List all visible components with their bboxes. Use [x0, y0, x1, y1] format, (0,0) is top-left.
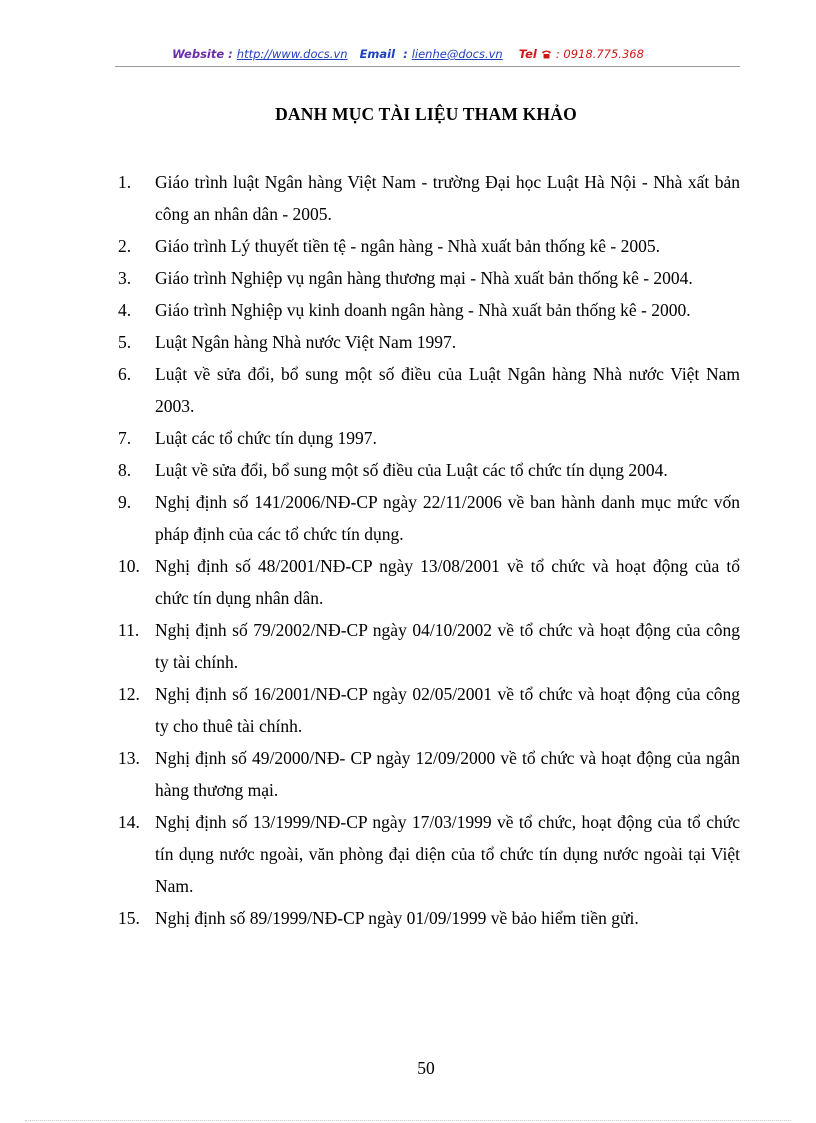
reference-text: Nghị định số 49/2000/NĐ- CP ngày 12/09/2000 về tổ chức và hoạt động của ngân hàng thương mại.: [155, 748, 740, 800]
reference-item: [118, 902, 740, 934]
reference-number: 3.: [118, 268, 132, 288]
reference-item: [118, 166, 740, 230]
page-bottom-border: [25, 1120, 791, 1121]
reference-text: Nghị định số 89/1999/NĐ-CP ngày 01/09/1999 về bảo hiểm tiền gửi.: [155, 908, 639, 928]
reference-number: 6.: [118, 364, 132, 384]
reference-text: Luật về sửa đổi, bổ sung một số điều của Luật Ngân hàng Nhà nước Việt Nam 2003.: [155, 364, 740, 416]
telephone-icon: [541, 47, 556, 61]
reference-number: 5.: [118, 332, 132, 352]
email-separator: :: [403, 47, 408, 61]
tel-value: : 0918.775.368: [555, 47, 644, 61]
reference-text: Giáo trình Lý thuyết tiền tệ - ngân hàng - Nhà xuất bản thống kê - 2005.: [155, 236, 660, 256]
reference-item: [118, 230, 740, 262]
reference-text: Nghị định số 48/2001/NĐ-CP ngày 13/08/2001 về tổ chức và hoạt động của tổ chức tín dụng nhân dân.: [155, 556, 740, 608]
reference-item: [118, 742, 740, 806]
email-label: Email: [359, 47, 396, 61]
page-title: DANH MỤC TÀI LIỆU THAM KHẢO: [275, 104, 577, 124]
reference-item: [118, 614, 740, 678]
reference-item: [118, 262, 740, 294]
reference-text: Giáo trình luật Ngân hàng Việt Nam - trường Đại học Luật Hà Nội - Nhà xất bản công an nhân dân - 2005.: [155, 172, 740, 224]
reference-item: [118, 358, 740, 422]
page-header: [0, 47, 816, 61]
website-label: Website :: [172, 47, 233, 61]
reference-item: [118, 550, 740, 614]
reference-number: 10.: [118, 556, 140, 576]
reference-number: 9.: [118, 492, 132, 512]
reference-number: 2.: [118, 236, 132, 256]
reference-text: Luật các tổ chức tín dụng 1997.: [155, 428, 377, 448]
tel-label: Tel: [518, 47, 537, 61]
reference-text: Luật Ngân hàng Nhà nước Việt Nam 1997.: [155, 332, 457, 352]
reference-number: 8.: [118, 460, 132, 480]
email-link[interactable]: lienhe@docs.vn: [411, 47, 503, 61]
reference-text: Nghị định số 141/2006/NĐ-CP ngày 22/11/2006 về ban hành danh mục mức vốn pháp định của các tổ chức tín dụng.: [155, 492, 740, 544]
website-link[interactable]: http://www.docs.vn: [236, 47, 348, 61]
reference-item: [118, 454, 740, 486]
reference-item: [118, 422, 740, 454]
reference-number: 13.: [118, 748, 140, 768]
reference-item: [118, 486, 740, 550]
reference-number: 12.: [118, 684, 140, 704]
reference-list: [118, 166, 740, 934]
reference-number: 15.: [118, 908, 140, 928]
reference-text: Giáo trình Nghiệp vụ kinh doanh ngân hàng - Nhà xuất bản thống kê - 2000.: [155, 300, 691, 320]
reference-item: [118, 294, 740, 326]
header-divider: [115, 66, 740, 67]
reference-item: [118, 678, 740, 742]
reference-text: Nghị định số 13/1999/NĐ-CP ngày 17/03/1999 về tổ chức, hoạt động của tổ chức tín dụng nước ngoài, văn phòng đại diện của tổ chức tín dụng nước ngoài tại Việt Nam.: [155, 812, 740, 896]
page-number: 50: [417, 1058, 435, 1078]
reference-number: 11.: [118, 620, 140, 640]
reference-number: 1.: [118, 172, 132, 192]
reference-text: Giáo trình Nghiệp vụ ngân hàng thương mại - Nhà xuất bản thống kê - 2004.: [155, 268, 693, 288]
reference-number: 14.: [118, 812, 140, 832]
reference-text: Nghị định số 79/2002/NĐ-CP ngày 04/10/2002 về tổ chức và hoạt động của công ty tài chính.: [155, 620, 740, 672]
reference-number: 7.: [118, 428, 132, 448]
reference-text: Luật về sửa đổi, bổ sung một số điều của Luật các tổ chức tín dụng 2004.: [155, 460, 668, 480]
reference-text: Nghị định số 16/2001/NĐ-CP ngày 02/05/2001 về tổ chức và hoạt động của công ty cho thuê tài chính.: [155, 684, 740, 736]
reference-item: [118, 326, 740, 358]
reference-number: 4.: [118, 300, 132, 320]
reference-item: [118, 806, 740, 902]
